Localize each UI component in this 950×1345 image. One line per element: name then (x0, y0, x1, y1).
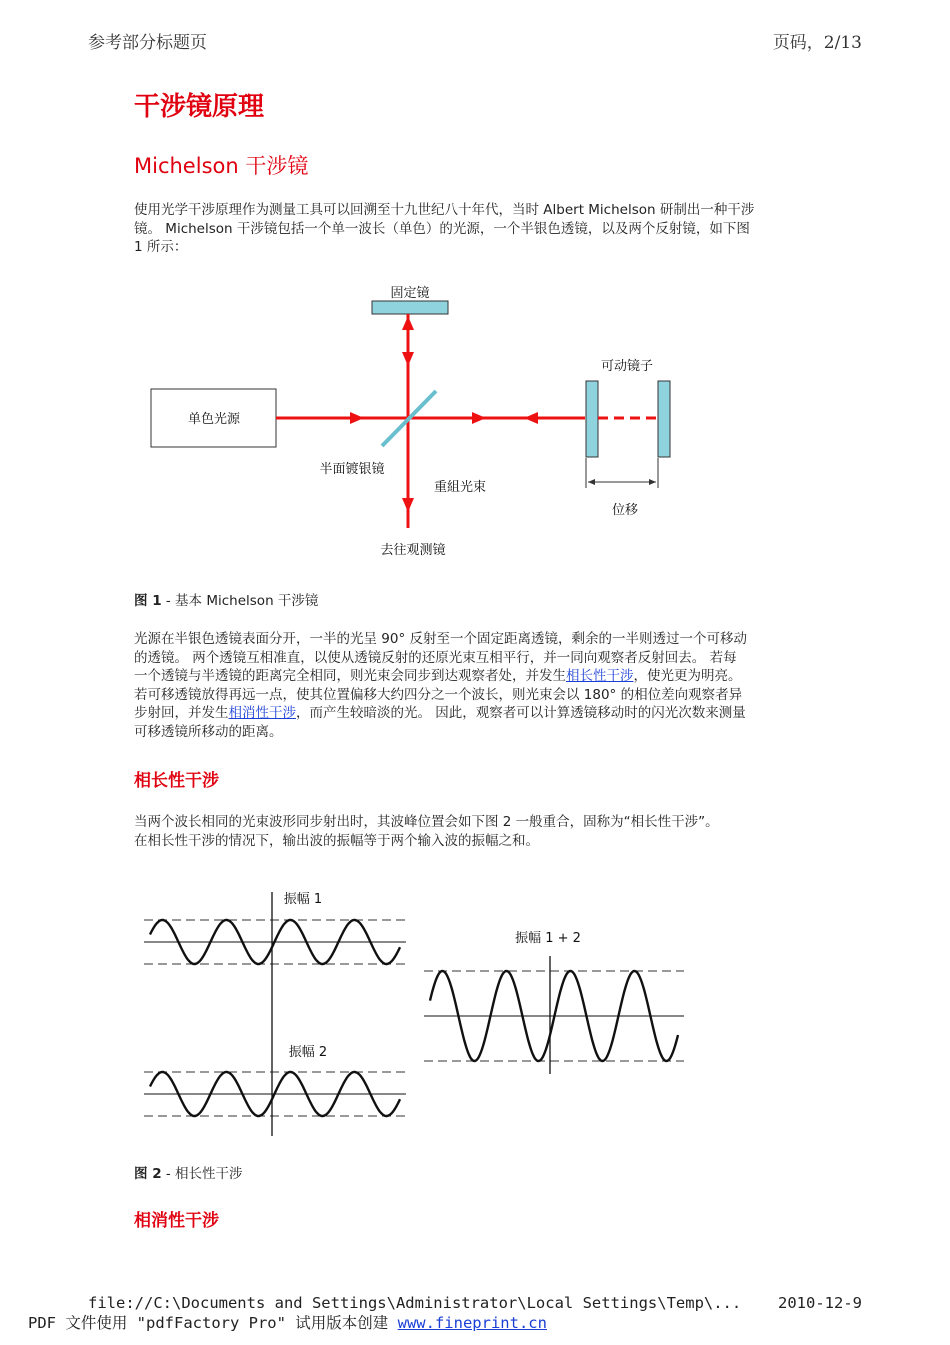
observer-label: 去往观测镜 (380, 543, 446, 558)
arrow-right-icon (472, 412, 486, 424)
fixed-mirror (372, 301, 448, 314)
page-title: 干涉镜原理 (134, 92, 265, 122)
amplitude-1-label: 振幅 1 (283, 892, 323, 907)
half-mirror-label: 半面镀银镜 (319, 462, 385, 477)
explanation-paragraph: 光源在半银色透镜表面分开，一半的光呈 90° 反射至一个固定距离透镜，剩余的一半则透过一个可移动 的透镜。 两个透镜互相准直，以使从透镜反射的还原光束互相平行，并一同向观察者反射回去。 若每 一个透镜与半透镜的距离完全相同，则光束会同步到达观察者处，并发生相长性干涉，使光更为明亮。 若可移透镜放得再远一点，使其位置偏移大约四分之一个波长，则光束会以 180° 的相位差向观察者异 步射回，并发生相消性干涉，而产生较暗淡的光。 因此，观察者可以计算透镜移动时的闪光次数来测量 可移透镜所移动的距离。 (134, 630, 862, 741)
page-number: 页码，2/13 (772, 33, 862, 53)
arrow-right-icon (350, 412, 364, 424)
footer-date: 2010-12-9 (778, 1294, 862, 1312)
intro-line: 镜。 Michelson 干涉镜包括一个单一波长（单色）的光源，一个半银色透镜，以及两个反射镜，如下图 (134, 220, 750, 237)
para-line: 在相长性干涉的情况下，输出波的振幅等于两个输入波的振幅之和。 (134, 832, 539, 849)
amplitude-2-label: 振幅 2 (288, 1045, 328, 1060)
amplitude-sum-label: 振幅 1 + 2 (515, 931, 581, 946)
destructive-interference-link[interactable]: 相消性干涉 (228, 705, 296, 721)
para-line: 当两个波长相同的光束波形同步射出时，其波峰位置会如下图 2 一般重合，固称为“相长性干涉”。 (134, 814, 719, 830)
movable-mirror-far (658, 381, 670, 457)
wave-amplitude-1 (144, 920, 406, 964)
section-heading-constructive: 相长性干涉 (134, 771, 219, 791)
para-line: 若可移透镜放得再远一点，使其位置偏移大约四分之一个波长，则光束会以 180° 的相位差向观察者异 (134, 686, 743, 703)
arrow-down-icon (402, 352, 414, 366)
section-title-michelson: Michelson 干涉镜 (134, 154, 309, 178)
fixed-mirror-label: 固定镜 (390, 286, 430, 301)
displacement-label: 位移 (611, 503, 639, 518)
constructive-interference-diagram (138, 882, 690, 1142)
figure1-number: 图 1 (134, 593, 162, 609)
arrow-down-icon (402, 498, 414, 512)
michelson-diagram (140, 278, 700, 568)
wave-amplitude-2 (144, 1072, 406, 1116)
light-source-label: 单色光源 (187, 412, 241, 427)
figure2-number: 图 2 (134, 1166, 162, 1182)
intro-line: 使用光学干涉原理作为测量工具可以回溯至十九世纪八十年代，当时 Albert Michelson 研制出一种干涉 (134, 202, 755, 218)
figure1-caption-text: - 基本 Michelson 干涉镜 (161, 593, 319, 609)
wave-amplitude-sum (424, 971, 684, 1061)
figure2-caption-text: - 相长性干涉 (161, 1166, 243, 1182)
figure1-caption (134, 589, 318, 609)
movable-mirror-near (586, 381, 598, 457)
section-heading-destructive: 相消性干涉 (134, 1211, 219, 1231)
footer-file-path: file://C:\Documents and Settings\Administrator\Local Settings\Temp\... (88, 1294, 742, 1312)
para-line: 的透镜。 两个透镜互相准直，以使从透镜反射的还原光束互相平行，并一同向观察者反射回去。 若每 (134, 649, 737, 666)
para-line: 光源在半银色透镜表面分开，一半的光呈 90° 反射至一个固定距离透镜，剩余的一半则透过一个可移动 (134, 631, 748, 647)
intro-line: 1 所示： (134, 239, 188, 255)
pdf-factory-note: PDF 文件使用 "pdfFactory Pro" 试用版本创建 www.fineprint.cn (28, 1314, 547, 1332)
movable-mirror-label: 可动镜子 (600, 359, 654, 374)
arrow-up-icon (402, 316, 414, 330)
constructive-interference-link[interactable]: 相长性干涉 (566, 668, 634, 684)
constructive-paragraph (134, 813, 862, 850)
page-header-title: 参考部分标题页 (88, 33, 207, 53)
recombined-beam-label: 重組光束 (433, 480, 487, 495)
figure2-caption (134, 1162, 243, 1182)
para-line: 可移透镜所移动的距离。 (134, 723, 283, 740)
fineprint-link[interactable]: www.fineprint.cn (397, 1314, 547, 1332)
arrow-left-icon (524, 412, 538, 424)
intro-paragraph (134, 201, 862, 257)
